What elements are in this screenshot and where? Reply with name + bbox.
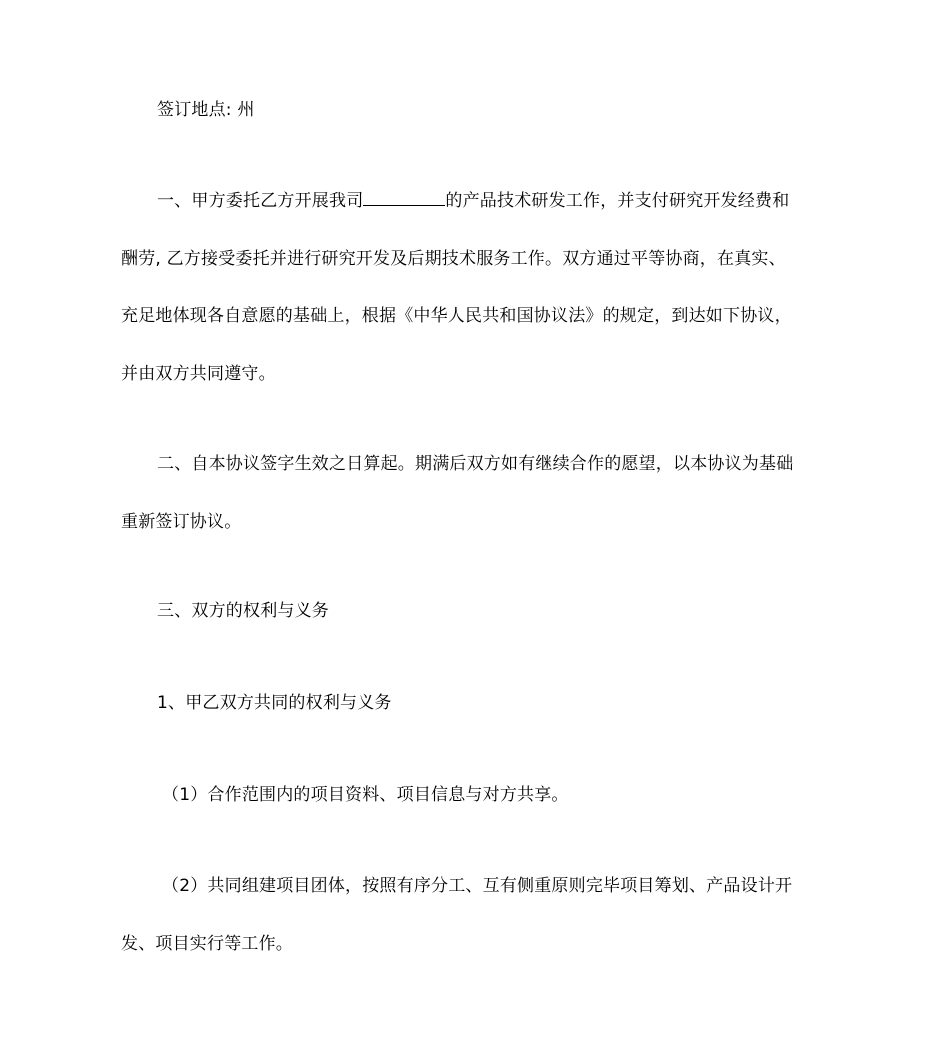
clause-1-line-4: 并由双方共同遵守。	[121, 364, 276, 384]
sub-1-heading: 1、甲乙双方共同的权利与义务	[157, 693, 392, 713]
clause-1-text-before-blank: 一、甲方委托乙方开展我司	[157, 191, 364, 211]
clause-1-text-after-blank: 的产品技术研发工作，并支付研究开发经费和	[445, 191, 790, 211]
clause-1-line-1	[157, 189, 789, 213]
item-2-line-2: 发、项目实行等工作。	[121, 934, 293, 954]
clause-1-line-2: 酬劳, 乙方接受委托并进行研究开发及后期技术服务工作。双方通过平等协商，在真实、	[121, 249, 786, 269]
clause-2-line-1: 二、自本协议签字生效之日算起。期满后双方如有继续合作的愿望，以本协议为基础	[157, 454, 794, 474]
clause-1-line-3: 充足地体现各自意愿的基础上，根据《中华人民共和国协议法》的规定，到达如下协议，	[121, 306, 792, 326]
item-1: （1）合作范围内的项目资料、项目信息与对方共享。	[162, 785, 569, 805]
item-2-line-1: （2）共同组建项目团体，按照有序分工、互有侧重原则完毕项目筹划、产品设计开	[162, 876, 793, 896]
clause-3-heading: 三、双方的权利与义务	[157, 601, 329, 621]
clause-2-line-2: 重新签订协议。	[121, 512, 242, 532]
fill-in-blank	[363, 190, 445, 206]
signing-place-line: 签订地点: 州	[157, 100, 255, 120]
